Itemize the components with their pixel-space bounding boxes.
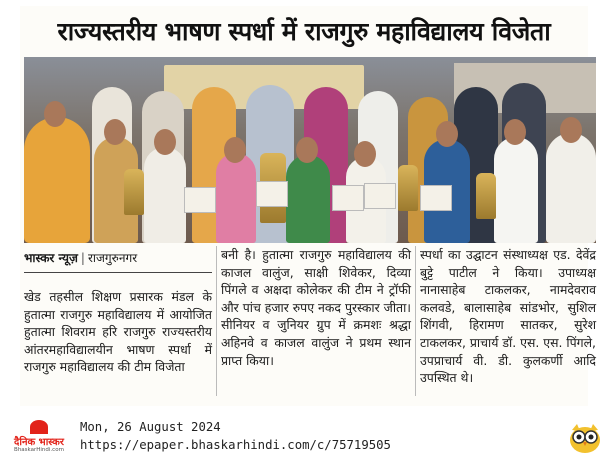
- article-text: स्पर्धा का उद्घाटन संस्थाध्यक्ष एड. देवेंद्र बुट्टे पाटील ने किया। उपाध्यक्ष नानासाहेब टाकलकर, नामदेवराव कलवडे, बालासाहेब सांडभोर, सुशिल शिंगवी, हिरामण सातकर, सुरेश टाकलकर, प्राचार्य डॉ. एस. एस. पिंगले, उपप्राचार्य वी. डी. कुलकर्णी आदि उपस्थित थे।: [420, 247, 596, 386]
- article-text: बनी है। हुतात्मा राजगुरु महाविद्यालय की काजल वालुंज, साक्षी शिवेकर, दिव्या पिंगले व अक्षदा कोलेकर की टीम ने ट्रॉफी और पांच हजार रुपए नकद पुरस्कार जीता। सीनियर व जुनियर ग्रुप में क्रमशः श्रद्धा अहिनवे व काजल वालुंज ने प्रथम स्थान प्राप्त किया।: [221, 247, 411, 368]
- photo-face: [44, 101, 66, 127]
- article-column-3: [420, 246, 596, 387]
- dainik-bhaskar-logo: [6, 420, 72, 456]
- trophy: [124, 169, 144, 215]
- photo-face: [224, 137, 246, 163]
- logo-text: दैनिक भास्कर: [14, 437, 64, 448]
- photo-person: [216, 153, 256, 243]
- certificate: [256, 181, 288, 207]
- article-column-2: [221, 246, 411, 369]
- photo-face: [436, 121, 458, 147]
- certificate: [184, 187, 216, 213]
- article-photo: [24, 57, 596, 243]
- byline-source: भास्कर न्यूज़: [24, 251, 78, 265]
- photo-person: [144, 147, 186, 243]
- footer-url[interactable]: https://epaper.bhaskarhindi.com/c/75719505: [80, 438, 391, 452]
- photo-person: [546, 133, 596, 243]
- trophy: [398, 165, 418, 211]
- photo-face: [104, 119, 126, 145]
- column-divider: [216, 246, 217, 396]
- byline-separator: |: [80, 251, 85, 265]
- trophy: [476, 173, 496, 219]
- column-divider: [415, 246, 416, 396]
- byline-place: राजगुरुनगर: [87, 251, 138, 265]
- certificate: [420, 185, 452, 211]
- logo-subtext: BhaskarHindi.com: [14, 447, 64, 453]
- photo-person: [286, 155, 330, 243]
- logo-sun-icon: [30, 420, 48, 434]
- certificate: [364, 183, 396, 209]
- photo-person: [494, 137, 538, 243]
- photo-face: [154, 129, 176, 155]
- footer-date: Mon, 26 August 2024: [80, 420, 221, 434]
- photo-face: [354, 141, 376, 167]
- byline-rule: [24, 272, 212, 273]
- article-text: खेड तहसील शिक्षण प्रसारक मंडल के हुतात्मा राजगुरु महाविद्यालय में आयोजित हुतात्मा शिवराम हरि राजगुरु राज्यस्तरीय आंतरमहाविद्यालयीन भाषण स्पर्धा में राजगुरु महाविद्यालय की टीम विजेता: [24, 289, 212, 375]
- photo-face: [296, 137, 318, 163]
- article-byline: [24, 247, 212, 269]
- photo-person: [24, 117, 90, 243]
- owl-mascot-icon: [568, 422, 602, 454]
- article-column-1: [24, 288, 212, 376]
- article-headline: राज्यस्तरीय भाषण स्पर्धा में राजगुरु महाविद्यालय विजेता: [57, 17, 551, 46]
- certificate: [332, 185, 364, 211]
- photo-face: [504, 119, 526, 145]
- photo-face: [560, 117, 582, 143]
